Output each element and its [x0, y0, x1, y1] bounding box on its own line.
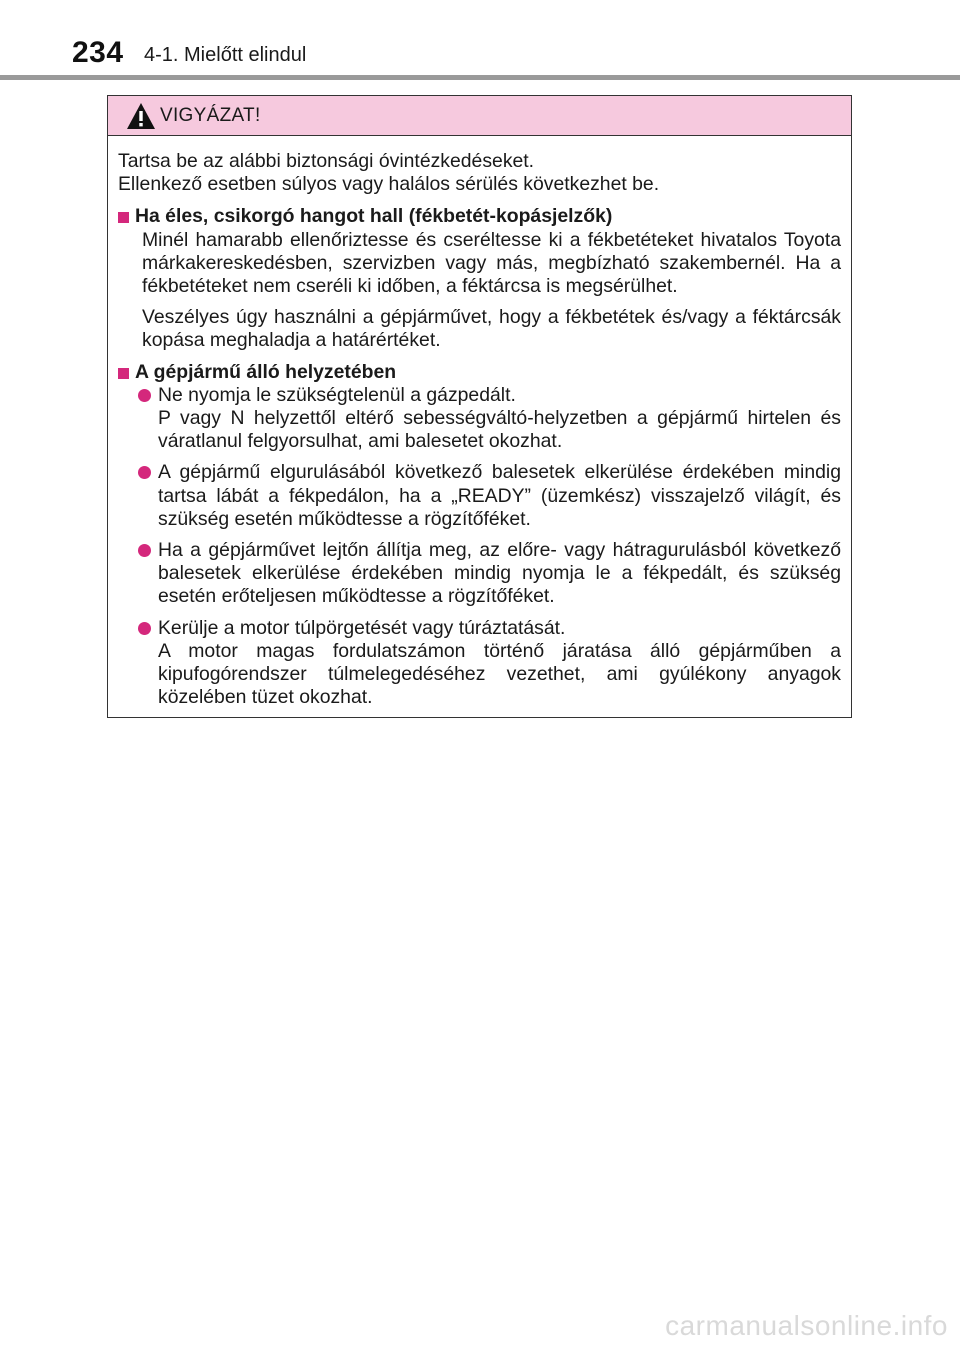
bullet-text [158, 539, 841, 609]
paragraph: Veszélyes úgy használni a gépjárművet, hogy a fékbetétek és/vagy a féktárcsák kopása meghaladja a határértéket. [142, 306, 841, 352]
square-bullet-icon [118, 368, 129, 379]
section-stationary-vehicle [118, 361, 841, 710]
section-title: 4-1. Mielőtt elindul [144, 44, 307, 66]
section-content [118, 229, 841, 353]
section-heading [118, 205, 841, 228]
section-heading-text: Ha éles, csikorgó hangot hall (fékbetét-kopásjelzők) [135, 205, 613, 228]
intro-line: Ellenkező esetben súlyos vagy halálos sérülés következhet be. [118, 173, 660, 196]
round-bullet-icon [138, 544, 151, 557]
list-item [138, 539, 841, 609]
list-item [138, 384, 841, 454]
round-bullet-icon [138, 622, 151, 635]
watermark: carmanualsonline.info [665, 1310, 948, 1341]
round-bullet-icon [138, 389, 151, 402]
intro-line: Tartsa be az alábbi biztonsági óvintézkedéseket. [118, 150, 535, 172]
page-number: 234 [72, 36, 124, 69]
bullet-lead: Ha a gépjárművet lejtőn állítja meg, az előre- vagy hátragurulásból következő balesetek elkerülése érdekében mindig nyomja le a fékpedált, és szükség esetén erőteljesen működtesse a rögzítőféket. [158, 539, 841, 608]
round-bullet-icon [138, 466, 151, 479]
bullet-detail: P vagy N helyzettől eltérő sebességváltó-helyzetben a gépjármű hirtelen és váratlanul felgyorsulhat, ami balesetet okozhat. [158, 407, 841, 453]
paragraph: Minél hamarabb ellenőriztesse és cseréltesse ki a fékbetéteket hivatalos Toyota márkakereskedésben, szervizben vagy más, megbízható szakembernél. Ha a fékbetéteket nem cseréli ki időben, a féktárcsa is megsérülhet. [142, 228, 841, 298]
list-item [138, 617, 841, 710]
section-heading [118, 361, 841, 384]
caution-header [108, 96, 851, 136]
bullet-detail: A motor magas fordulatszámon történő járatása álló gépjárműben a kipufogórendszer túlmelegedéséhez vezethet, ami gyúlékony anyagok közelében tüzet okozhat. [158, 639, 841, 709]
caution-title: VIGYÁZAT! [160, 104, 261, 126]
section-heading-text: A gépjármű álló helyzetében [135, 360, 397, 383]
header-rule [0, 75, 960, 80]
square-bullet-icon [118, 212, 129, 223]
page-header [0, 0, 960, 80]
bullet-lead: Ne nyomja le szükségtelenül a gázpedált. [158, 383, 516, 406]
section-content [118, 384, 841, 710]
bullet-lead: A gépjármű elgurulásából következő balesetek elkerülése érdekében mindig tartsa lábát a fékpedálon, ha a „READY” (üzemkész) visszajelző világít, és szükség esetén működtesse a rögzítőféket. [158, 461, 841, 530]
warning-triangle-icon [126, 102, 156, 130]
caution-box [107, 95, 852, 718]
bullet-text [158, 461, 841, 531]
section-brake-pads [118, 205, 841, 352]
list-item [138, 461, 841, 531]
bullet-text [158, 384, 841, 454]
bullet-lead: Kerülje a motor túlpörgetését vagy túráztatását. [158, 616, 566, 639]
caution-intro [118, 150, 841, 196]
bullet-text [158, 617, 841, 710]
caution-body [108, 136, 851, 727]
